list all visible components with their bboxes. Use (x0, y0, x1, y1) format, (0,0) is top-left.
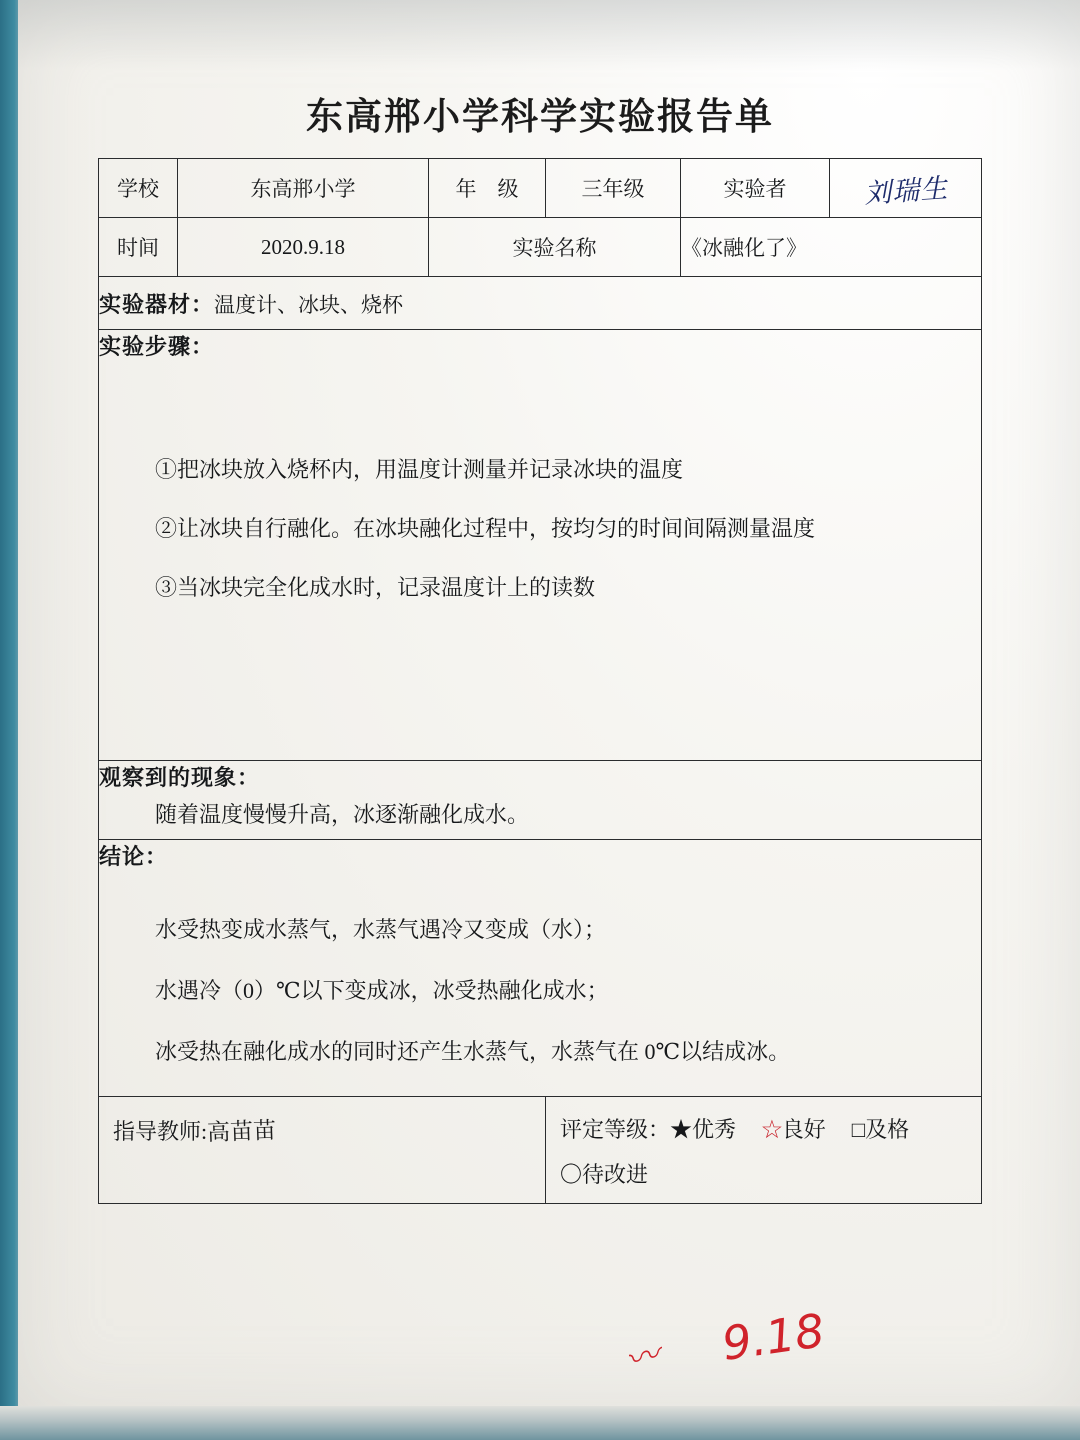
steps-label: 实验步骤： (99, 334, 215, 359)
grade-value: 三年级 (546, 159, 681, 218)
steps-cell (99, 330, 982, 761)
grade-mark-excellent[interactable]: ★ (670, 1117, 693, 1142)
teacher-signature: 高苗苗 (206, 1117, 277, 1147)
page-title: 东高郱小学科学实验报告单 (306, 94, 774, 138)
teacher-cell (99, 1097, 546, 1204)
date-value: 2020.9.18 (178, 218, 429, 277)
red-date-annotation: 9.18 (718, 1303, 828, 1371)
red-squiggle-annotation: 〰 (621, 1334, 665, 1382)
table-row-equipment (99, 277, 982, 330)
step-item-3: ③当冰块完全化成水时，记录温度计上的读数 (155, 575, 596, 600)
school-value: 东高郱小学 (178, 159, 429, 218)
grade-label: 评定等级： (560, 1117, 671, 1142)
conclusion-line-1: 水受热变成水蒸气，水蒸气遇冷又变成（水）； (155, 917, 607, 942)
observation-cell (99, 761, 982, 840)
grade-cell (546, 1097, 982, 1204)
experiment-name-label: 实验名称 (429, 218, 681, 277)
observation-value: 随着温度慢慢升高，冰逐渐融化成水。 (155, 802, 530, 827)
step-item-1: ①把冰块放入烧杯内，用温度计测量并记录冰块的温度 (155, 457, 684, 482)
observation-label: 观察到的现象： (99, 765, 261, 790)
experiment-name-value: 《冰融化了》 (681, 218, 982, 277)
report-table (98, 158, 982, 1204)
teacher-label: 指导教师: (113, 1119, 208, 1144)
experimenter-signature: 刘瑞生 (862, 172, 949, 210)
grade-label-pass: 及格 (865, 1117, 910, 1142)
grade-mark-improve[interactable]: 〇 (560, 1162, 583, 1187)
grade-mark-pass[interactable]: □ (851, 1117, 866, 1142)
date-label: 时间 (99, 218, 178, 277)
step-item-2: ②让冰块自行融化。在冰块融化过程中，按均匀的时间间隔测量温度 (155, 516, 816, 541)
desk-background-bottom (0, 1406, 1080, 1440)
grade-mark-good[interactable]: ☆ (760, 1115, 784, 1144)
grade-label: 年 级 (429, 159, 546, 218)
table-row-footer (99, 1097, 982, 1204)
grade-label-excellent: 优秀 (692, 1117, 737, 1142)
grade-label-improve: 待改进 (582, 1162, 649, 1187)
equipment-label: 实验器材： (99, 291, 215, 317)
table-row-observation (99, 761, 982, 840)
grade-options-row-2 (546, 1144, 981, 1189)
grade-label-good: 良好 (781, 1117, 826, 1142)
conclusion-line-3: 冰受热在融化成水的同时还产生水蒸气，水蒸气在 0℃以结成冰。 (155, 1039, 791, 1064)
equipment-value: 温度计、冰块、烧杯 (214, 292, 404, 317)
grade-options-row (546, 1097, 981, 1144)
table-row-school (99, 159, 982, 218)
table-row-steps (99, 330, 982, 761)
school-label: 学校 (99, 159, 178, 218)
equipment-cell (99, 277, 982, 330)
table-row-date (99, 218, 982, 277)
teacher-line (99, 1097, 545, 1146)
experimenter-value-cell (830, 159, 982, 218)
experimenter-label: 实验者 (681, 159, 830, 218)
conclusion-label: 结论： (99, 844, 169, 869)
conclusion-line-2: 水遇冷（0）℃以下变成冰，冰受热融化成水； (155, 978, 609, 1003)
conclusion-cell (99, 840, 982, 1097)
table-row-conclusion (99, 840, 982, 1097)
